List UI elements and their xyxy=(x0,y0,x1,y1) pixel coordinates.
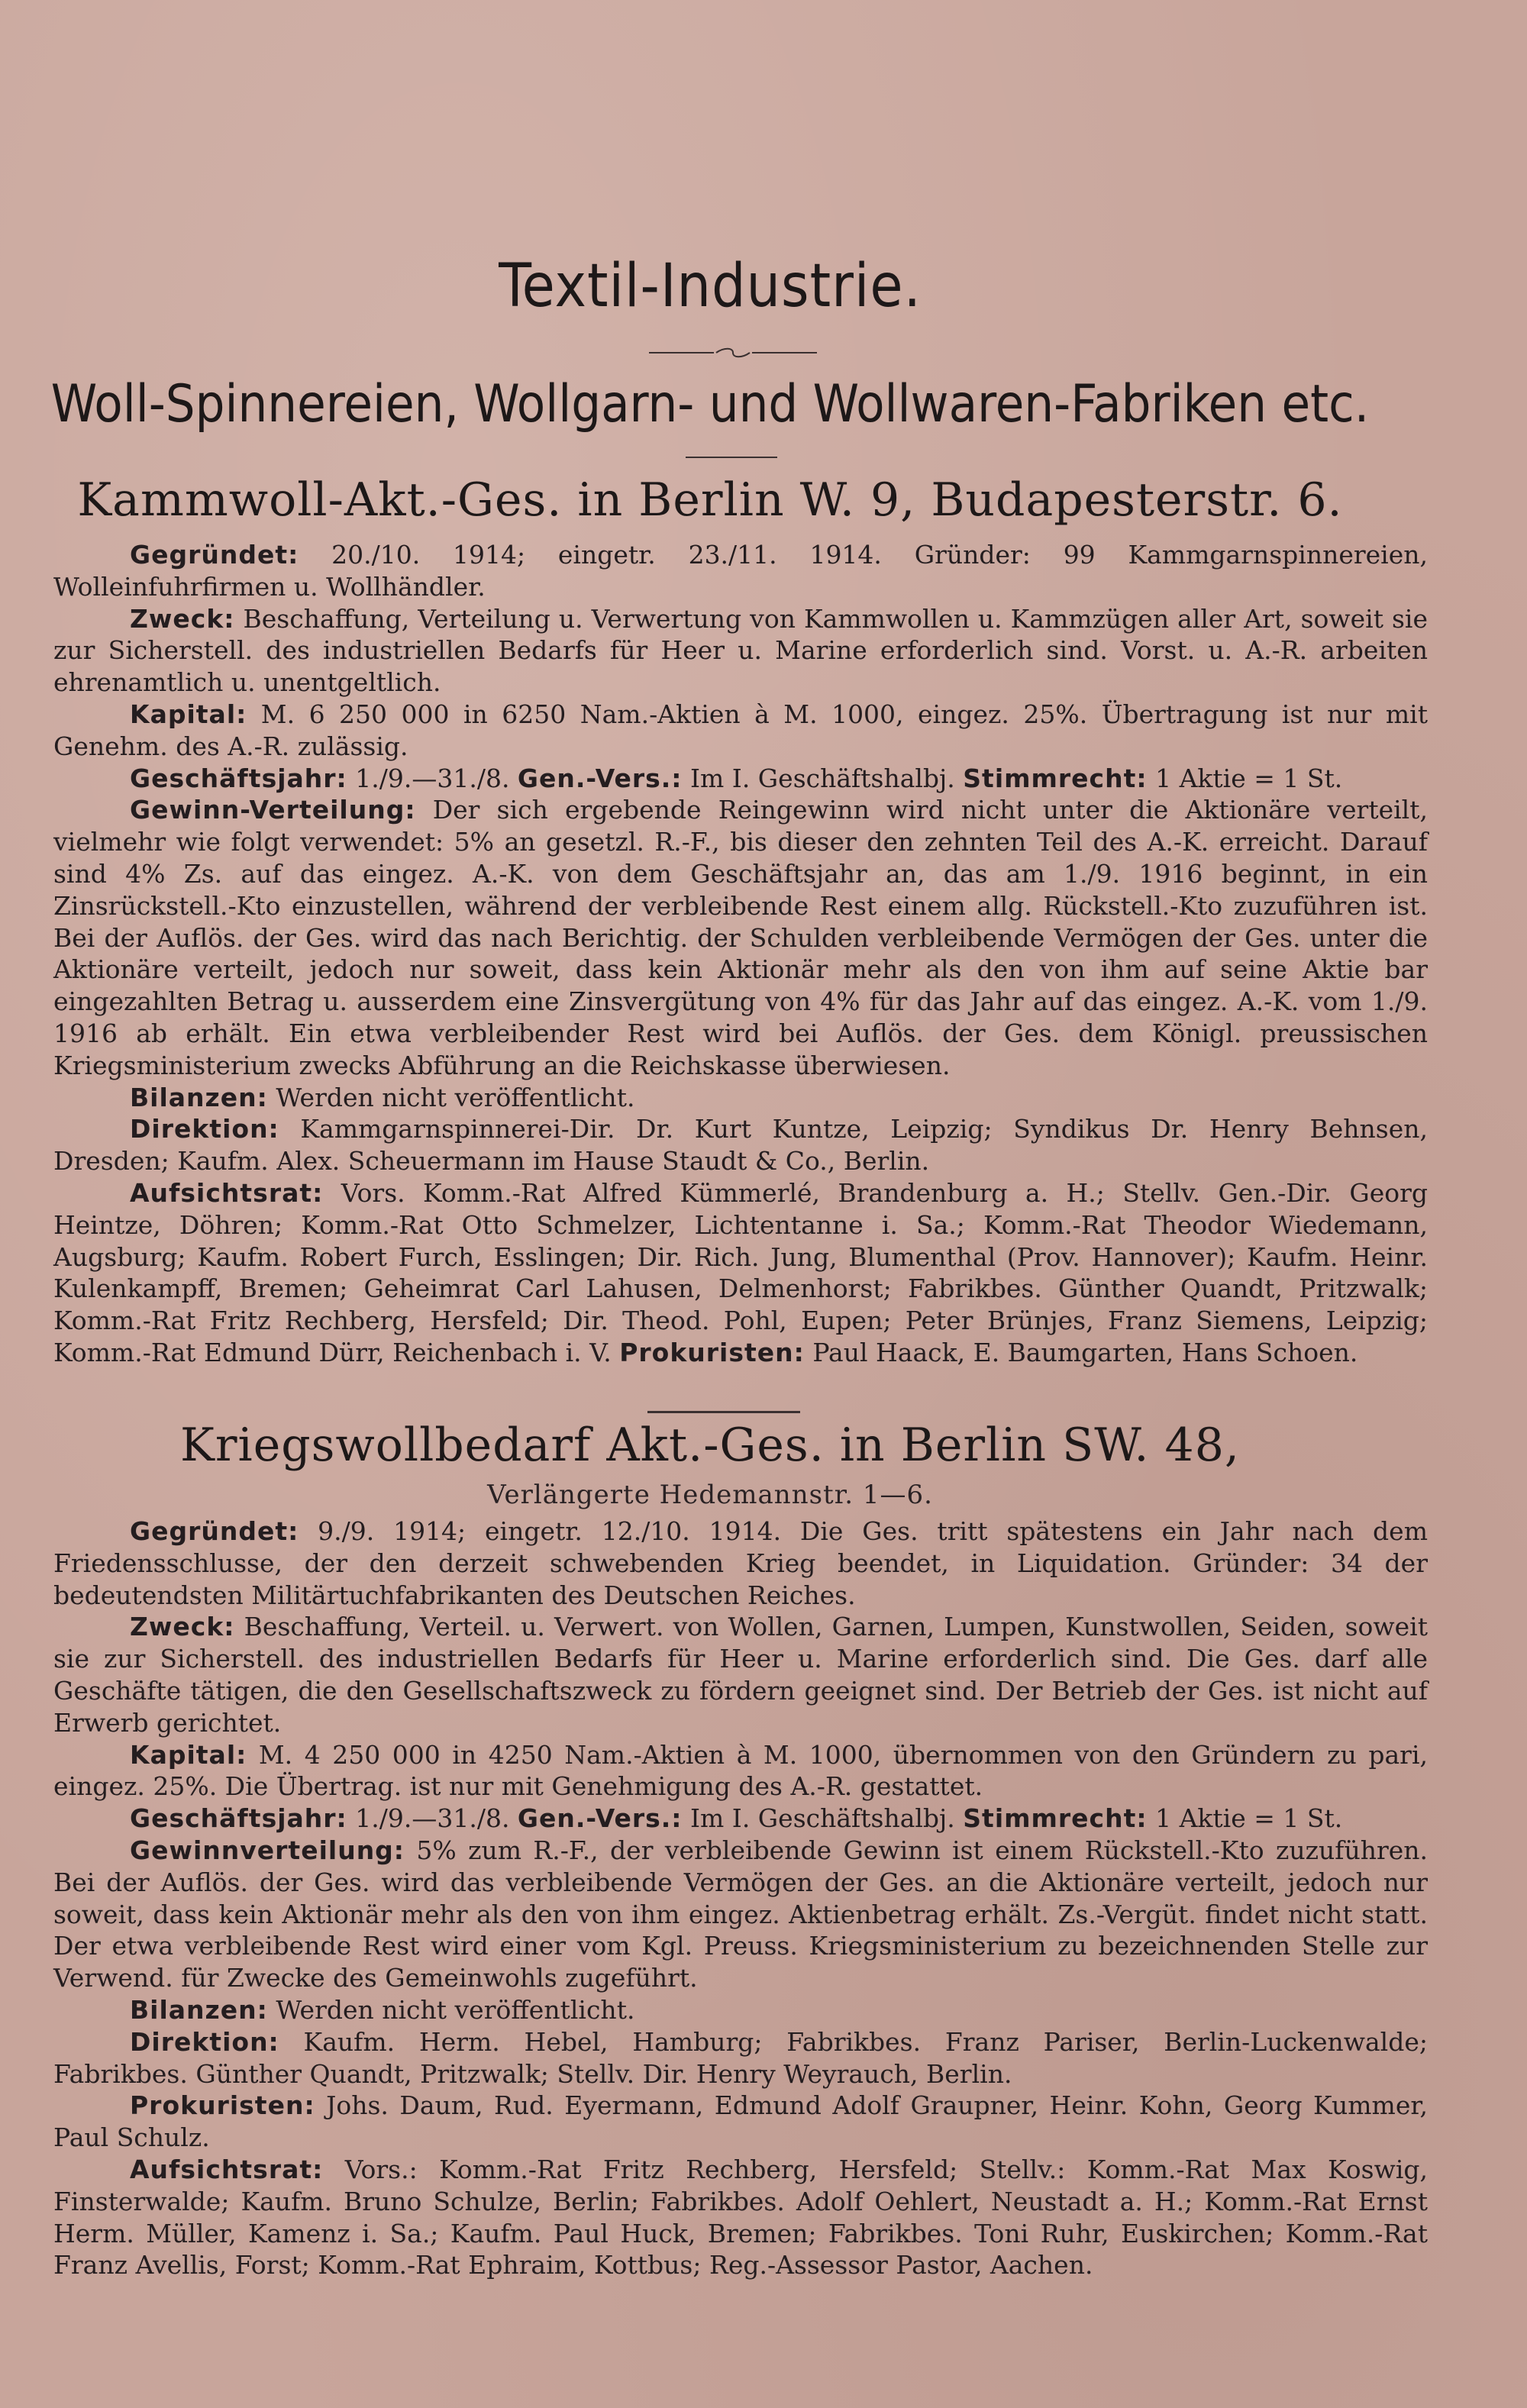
company-address: Verlängerte Hedemannstr. 1—6. xyxy=(487,1480,933,1510)
entry-management xyxy=(53,2026,1428,2090)
company-entry xyxy=(53,539,1428,1369)
company-heading: Kriegswollbedarf Akt.-Ges. in Berlin SW. 48, xyxy=(180,1419,1240,1472)
field-label: Kapital: xyxy=(130,1739,247,1770)
field-text: 20./10. 1914; eingetr. 23./11. 1914. Gründer: 99 Kammgarnspinnereien, Wolleinfuhrfirmen u. Wollhändler. xyxy=(53,540,1428,602)
field-label: Gewinn-Verteilung: xyxy=(130,795,416,825)
field-text: M. 4 250 000 in 4250 Nam.-Aktien à M. 1000, übernommen von den Gründern zu pari, eingez. 25%. Die Übertrag. ist nur mit Genehmigung des A.-R. gestattet. xyxy=(53,1739,1428,1802)
entry-profit-distribution xyxy=(53,794,1428,1081)
field-text: Paul Haack, E. Baumgarten, Hans Schoen. xyxy=(804,1337,1358,1367)
field-text: 5% zum R.-F., der verbleibende Gewinn ist einem Rückstell.-Kto zuzuführen. Bei der Auflös. der Ges. wird das verbleibende Vermögen der Ges. an die Aktionäre verteilt, jedoch nur soweit, dass kein Aktionär mehr als den von ihm eingez. Aktienbetrag erhält. Zs.-Vergüt. findet nicht statt. Der etwa verbleibende Rest wird einer vom Kgl. Preuss. Kriegsministerium zu bezeichnenden Stelle zur Verwend. für Zwecke des Gemeinwohls zugeführt. xyxy=(53,1835,1428,1993)
entry-balance-sheets xyxy=(53,1082,1428,1114)
entry-management xyxy=(53,1113,1428,1177)
entry-purpose xyxy=(53,603,1428,699)
field-label: Stimmrecht: xyxy=(963,1803,1148,1834)
field-text: 1 Aktie = 1 St. xyxy=(1147,1803,1343,1834)
entry-capital xyxy=(53,1739,1428,1803)
field-text: Kammgarnspinnerei-Dir. Dr. Kurt Kuntze, Leipzig; Syndikus Dr. Henry Behnsen, Dresden; Kaufm. Alex. Scheuermann im Hause Staudt & Co., Berlin. xyxy=(53,1114,1428,1177)
entry-purpose xyxy=(53,1611,1428,1738)
field-text: Vors.: Komm.-Rat Fritz Rechberg, Hersfeld; Stellv.: Komm.-Rat Max Koswig, Finsterwalde; Kaufm. Bruno Schulze, Berlin; Fabrikbes. Adolf Oehlert, Neustadt a. H.; Komm.-Rat Ernst Herm. Müller, Kamenz i. Sa.; Kaufm. Paul Huck, Bremen; Fabrikbes. Toni Ruhr, Euskirchen; Komm.-Rat Franz Avellis, Forst; Komm.-Rat Ephraim, Kottbus; Reg.-Assessor Pastor, Aachen. xyxy=(53,2154,1428,2280)
field-text: M. 6 250 000 in 6250 Nam.-Aktien à M. 1000, eingez. 25%. Übertragung ist nur mit Genehm. des A.-R. zulässig. xyxy=(53,699,1428,761)
field-text: Beschaffung, Verteilung u. Verwertung von Kammwollen u. Kammzügen aller Art, soweit sie zur Sicherstell. des industriellen Bedarfs für Heer u. Marine erforderlich sind. Vorst. u. A.-R. arbeiten ehrenamtlich u. unentgeltlich. xyxy=(53,603,1428,698)
field-text: Kaufm. Herm. Hebel, Hamburg; Fabrikbes. Franz Pariser, Berlin-Luckenwalde; Fabrikbes. Günther Quandt, Pritzwalk; Stellv. Dir. Henry Weyrauch, Berlin. xyxy=(53,2026,1428,2089)
field-label: Gewinnverteilung: xyxy=(130,1835,405,1865)
section-subtitle: Woll-Spinnereien, Wollgarn- und Wollwaren-Fabriken etc. xyxy=(50,374,1370,434)
field-text: Im I. Geschäftshalbj. xyxy=(682,763,964,793)
field-label: Direktion: xyxy=(130,2026,279,2057)
field-label: Prokuristen: xyxy=(619,1337,805,1367)
entry-supervisory-board xyxy=(53,1177,1428,1369)
field-label: Gegründet: xyxy=(130,540,299,570)
entry-profit-distribution xyxy=(53,1835,1428,1994)
field-label: Bilanzen: xyxy=(130,1994,268,2025)
field-label: Aufsichtsrat: xyxy=(130,2154,324,2184)
field-label: Geschäftsjahr: xyxy=(130,1803,347,1834)
title-rule xyxy=(686,457,777,458)
field-text: Werden nicht veröffentlicht. xyxy=(267,1994,635,2025)
field-text: 1./9.—31./8. xyxy=(347,763,518,793)
entry-fiscal-year xyxy=(53,763,1428,795)
field-text: Beschaffung, Verteil. u. Verwert. von Wollen, Garnen, Lumpen, Kunstwollen, Seiden, soweit sie zur Sicherstell. des industriellen Bedarfs für Heer u. Marine erforderlich sind. Die Ges. darf alle Geschäfte tätigen, die den Gesellschaftszweck zu fördern geeignet sind. Der Betrieb der Ges. ist nicht auf Erwerb gerichtet. xyxy=(53,1612,1428,1738)
field-text: 1 Aktie = 1 St. xyxy=(1147,763,1343,793)
field-label: Gen.-Vers.: xyxy=(517,763,683,793)
field-text: Werden nicht veröffentlicht. xyxy=(267,1082,635,1112)
field-text: Vors. Komm.-Rat Alfred Kümmerlé, Brandenburg a. H.; Stellv. Gen.-Dir. Georg Heintze, Döhren; Komm.-Rat Otto Schmelzer, Lichtentanne i. Sa.; Komm.-Rat Theodor Wiedemann, Augsburg; Kaufm. Robert Furch, Esslingen; Dir. Rich. Jung, Blumenthal (Prov. Hannover); Kaufm. Heinr. Kulenkampff, Bremen; Geheimrat Carl Lahusen, Delmenhorst; Fabrikbes. Günther Quandt, Pritzwalk; Komm.-Rat Fritz Rechberg, Hersfeld; Dir. Theod. Pohl, Eupen; Peter Brünjes, Franz Siemens, Leipzig; Komm.-Rat Edmund Dürr, Reichenbach i. V. xyxy=(53,1177,1428,1367)
ornament-divider xyxy=(649,347,817,358)
field-label: Stimmrecht: xyxy=(963,763,1148,793)
field-text: Der sich ergebende Reingewinn wird nicht unter die Aktionäre verteilt, vielmehr wie folgt verwendet: 5% an gesetzl. R.-F., bis dieser den zehnten Teil des A.-K. erreicht. Darauf sind 4% Zs. auf das eingez. A.-K. von dem Geschäftsjahr an, das am 1./9. 1916 beginnt, in ein Zinsrückstell.-Kto einzustellen, während der verbleibende Rest einem allg. Rückstell.-Kto zuzuführen ist. Bei der Auflös. der Ges. wird das nach Berichtig. der Schulden verbleibende Vermögen der Ges. unter die Aktionäre verteilt, jedoch nur soweit, dass kein Aktionär mehr als den von ihm auf seine Aktie bar eingezahlten Betrag u. ausserdem eine Zinsvergütung von 4% für das Jahr auf das eingez. A.-K. vom 1./9. 1916 ab erhält. Ein etwa verbleibender Rest wird bei Auflös. der Ges. dem Königl. preussischen Kriegsministerium zwecks Abführung an die Reichskasse überwiesen. xyxy=(53,795,1428,1080)
field-label: Bilanzen: xyxy=(130,1082,268,1112)
entry-authorized-signatories xyxy=(53,2090,1428,2154)
company-entry xyxy=(53,1515,1428,2281)
field-label: Geschäftsjahr: xyxy=(130,763,347,793)
field-label: Direktion: xyxy=(130,1114,279,1144)
field-label: Kapital: xyxy=(130,699,247,729)
company-heading: Kammwoll-Akt.-Ges. in Berlin W. 9, Budapesterstr. 6. xyxy=(77,473,1343,527)
field-label: Zweck: xyxy=(130,1612,235,1642)
field-text: Johs. Daum, Rud. Eyermann, Edmund Adolf Graupner, Heinr. Kohn, Georg Kummer, Paul Schulz. xyxy=(53,2090,1428,2153)
field-label: Prokuristen: xyxy=(130,2090,315,2121)
field-text: Im I. Geschäftshalbj. xyxy=(682,1803,964,1834)
entry-balance-sheets xyxy=(53,1994,1428,2026)
entry-divider xyxy=(647,1411,800,1413)
field-text: 1./9.—31./8. xyxy=(347,1803,518,1834)
field-text: 9./9. 1914; eingetr. 12./10. 1914. Die Ges. tritt spätestens ein Jahr nach dem Friedensschlusse, der den derzeit schwebenden Krieg beendet, in Liquidation. Gründer: 34 der bedeutendsten Militärtuchfabrikanten des Deutschen Reiches. xyxy=(53,1516,1428,1610)
entry-supervisory-board xyxy=(53,2154,1428,2281)
field-label: Zweck: xyxy=(130,603,235,634)
field-label: Aufsichtsrat: xyxy=(130,1177,324,1208)
entry-capital xyxy=(53,699,1428,763)
field-label: Gegründet: xyxy=(130,1516,299,1546)
entry-founded xyxy=(53,539,1428,603)
field-label: Gen.-Vers.: xyxy=(517,1803,683,1834)
entry-founded xyxy=(53,1515,1428,1611)
entry-fiscal-year xyxy=(53,1803,1428,1835)
section-title: Textil-Industrie. xyxy=(499,252,922,321)
